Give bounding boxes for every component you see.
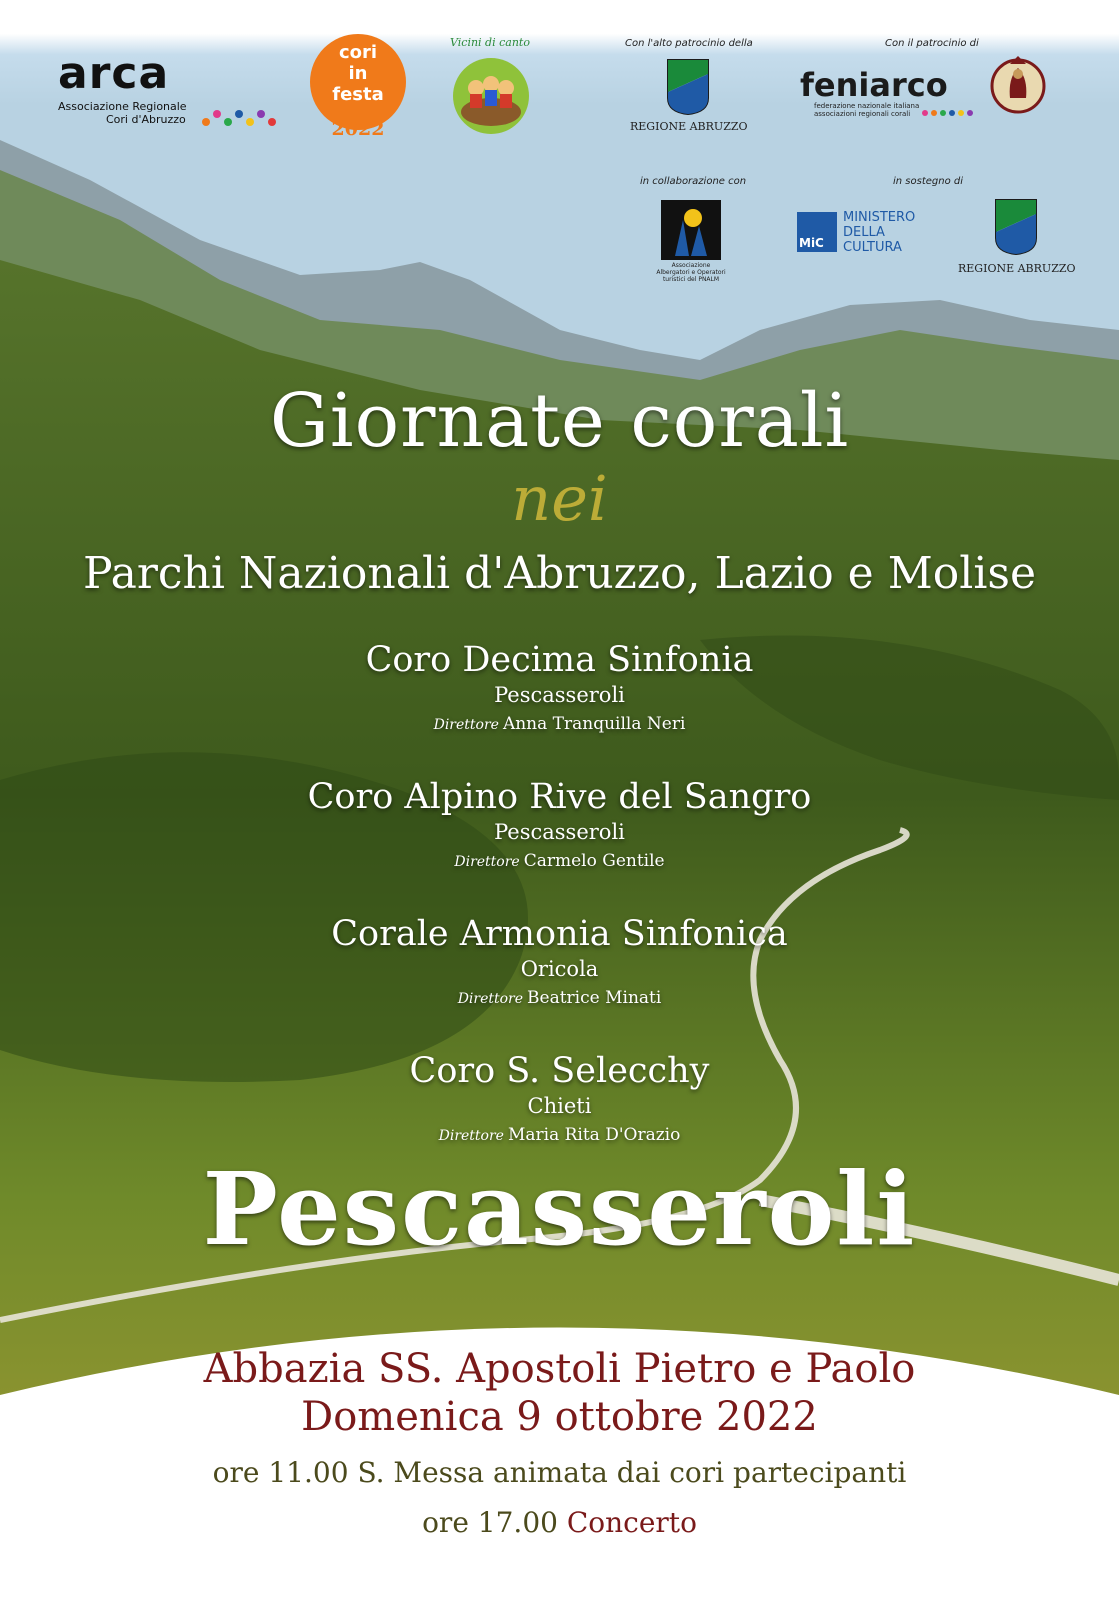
sostegno-caption: in sostegno di [893, 176, 964, 187]
town-title: Pescasseroli [202, 1150, 917, 1268]
regione-abruzzo-emblem-2-icon [994, 198, 1038, 256]
cori-in-festa-badge [310, 34, 406, 130]
arca-line1: Associazione Regionale [58, 100, 187, 113]
feniarco-line1: federazione nazionale italiana [814, 102, 920, 110]
collaborazione-caption: in collaborazione con [640, 176, 747, 187]
concert-line [0, 1506, 1119, 1539]
choir-3-director-label: Direttore [457, 991, 524, 1007]
bottom-panel [0, 1300, 1119, 1600]
in-text: in [348, 63, 368, 84]
regione-abruzzo-label-1: REGIONE ABRUZZO [630, 120, 748, 133]
patrocinio-caption: Con il patrocinio di [885, 38, 979, 49]
alto-patrocinio-caption: Con l'alto patrocinio della [625, 38, 753, 49]
choir-3-director [0, 988, 1119, 1008]
vicini-di-canto-title: Vicini di canto [450, 36, 530, 49]
choir-2-director [0, 851, 1119, 871]
arca-line2: Cori d'Abruzzo [106, 113, 186, 126]
ministero-line1: MINISTERO [843, 210, 916, 225]
choir-4-city: Chieti [527, 1094, 592, 1118]
regione-abruzzo-label-2: REGIONE ABRUZZO [958, 262, 1076, 275]
choir-2-city: Pescasseroli [494, 820, 625, 844]
main-title: Giornate corali [269, 378, 850, 464]
choir-1-city: Pescasseroli [494, 683, 625, 707]
ministero-text [843, 210, 915, 255]
festa-text: festa [332, 84, 384, 105]
choir-2-director-label: Direttore [454, 854, 520, 870]
ministero-line3: CULTURA [843, 240, 902, 255]
choir-4-director [0, 1125, 1119, 1145]
choir-4-name: Coro S. Selecchy [409, 1051, 710, 1091]
choir-2-name: Coro Alpino Rive del Sangro [307, 777, 812, 817]
arca-dots-icon [200, 104, 280, 130]
cori-in-festa-logo [310, 34, 410, 144]
choir-2-director-name: Carmelo Gentile [523, 851, 665, 871]
choir-3-name: Corale Armonia Sinfonica [331, 914, 788, 954]
vicini-di-canto-logo [440, 36, 540, 141]
albergatori-logo-icon [661, 200, 721, 260]
choir-1-name: Coro Decima Sinfonia [365, 640, 754, 680]
choir-1-director-label: Direttore [433, 717, 499, 733]
arca-wordmark: arca [58, 48, 170, 99]
ministero-line2: DELLA [843, 225, 885, 240]
arca-logo [58, 48, 288, 132]
albergatori-line1: Associazione [671, 262, 711, 269]
albergatori-line3: turistici del PNALM [662, 276, 720, 283]
cori-in-festa-year: 2022 [331, 118, 385, 140]
choir-3-city: Oricola [520, 957, 599, 981]
venue-place: Abbazia SS. Apostoli Pietro e Paolo [203, 1346, 916, 1392]
mic-badge [797, 212, 837, 252]
venue-date: Domenica 9 ottobre 2022 [301, 1394, 818, 1440]
concert-time: ore 17.00 [422, 1506, 558, 1539]
choir-1-director-name: Anna Tranquilla Neri [502, 714, 686, 734]
mic-text: MiC [799, 236, 824, 250]
subtitle: Parchi Nazionali d'Abruzzo, Lazio e Molise [82, 548, 1037, 599]
choir-4-director-name: Maria Rita D'Orazio [507, 1125, 681, 1145]
feniarco-logo [800, 68, 980, 118]
albergatori-line2: Albergatori e Operatori [656, 269, 726, 276]
bear-singers-icon [446, 54, 536, 134]
choir-1-director [0, 714, 1119, 734]
cori-text: cori [338, 42, 378, 63]
feniarco-line2: associazioni regionali corali [814, 110, 911, 118]
ministero-cultura-logo [797, 210, 937, 256]
feniarco-dots-icon [920, 106, 976, 120]
mass-text: S. Messa animata dai cori partecipanti [357, 1456, 907, 1489]
feniarco-wordmark: feniarco [800, 66, 948, 104]
regione-abruzzo-emblem-icon [666, 58, 710, 116]
municipal-seal-icon [990, 50, 1046, 122]
mass-line [0, 1456, 1119, 1489]
choir-4-director-label: Direttore [438, 1128, 504, 1144]
albergatori-text [650, 262, 732, 283]
concert-text: Concerto [566, 1506, 697, 1539]
title-connector: nei [511, 462, 608, 535]
choir-3-director-name: Beatrice Minati [527, 988, 662, 1008]
mass-time: ore 11.00 [212, 1456, 349, 1489]
